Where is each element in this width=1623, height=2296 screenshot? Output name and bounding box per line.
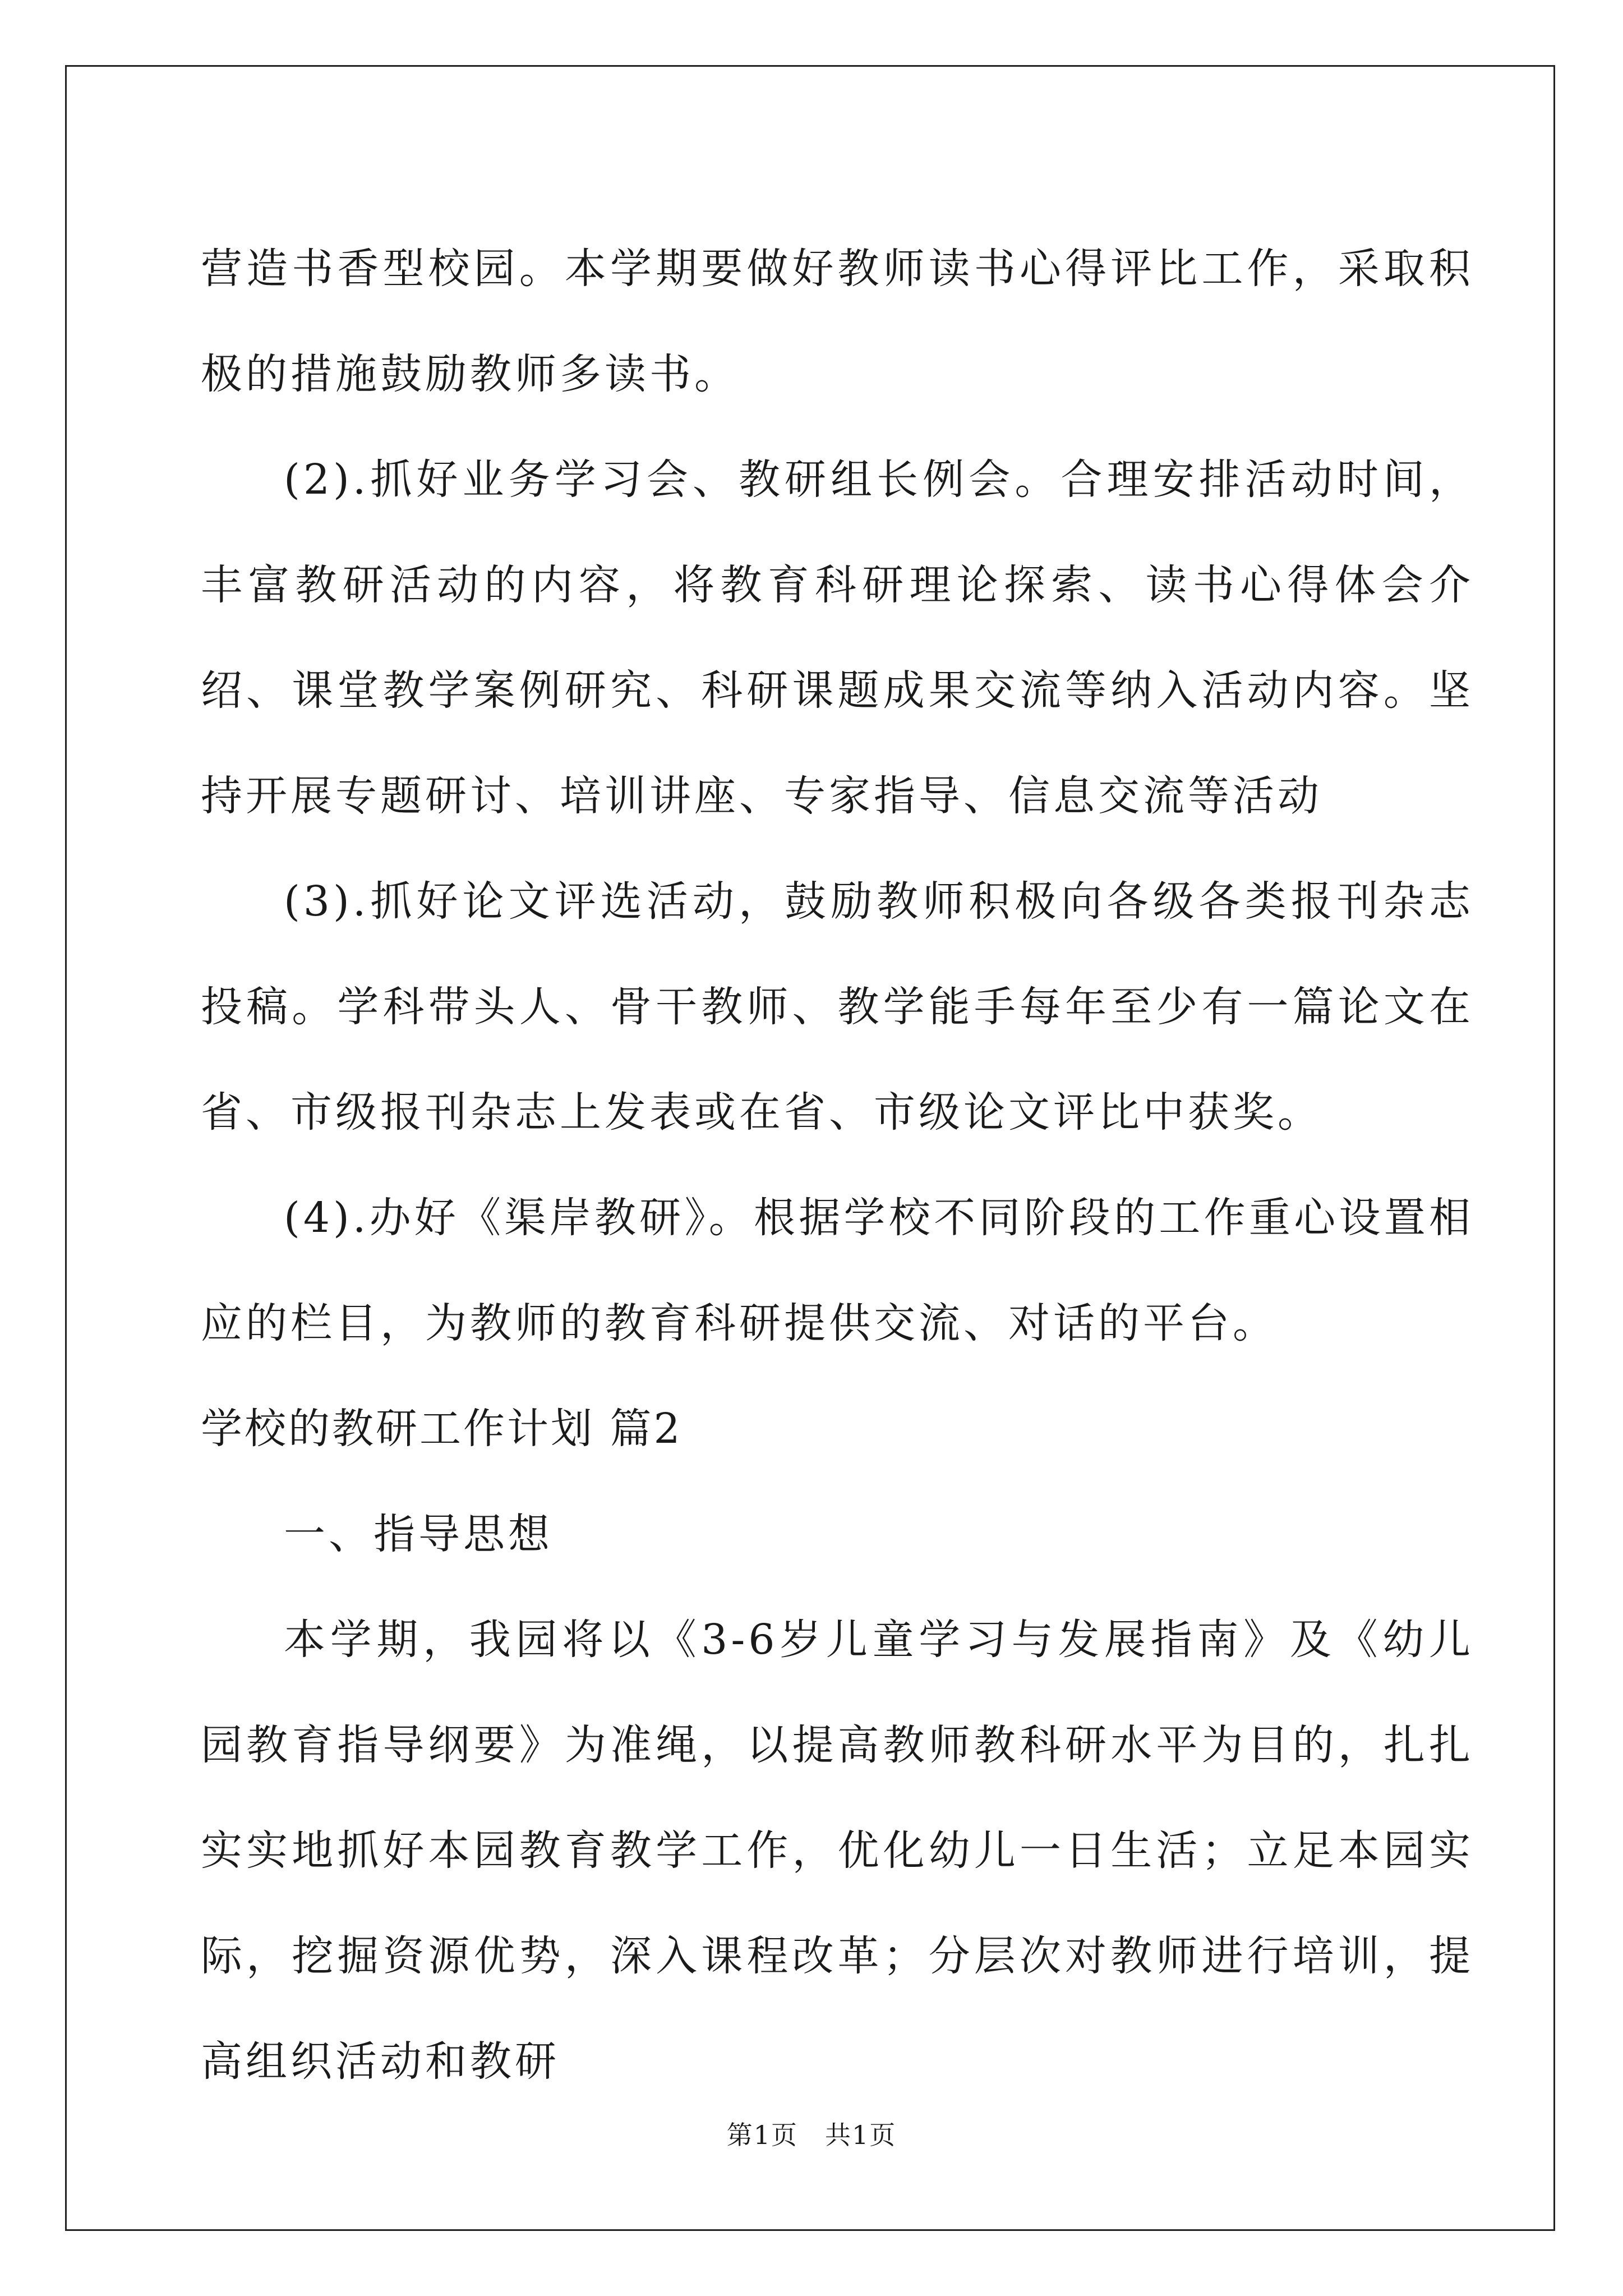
page-number: 第1页 [726, 2120, 798, 2150]
section-title: 学校的教研工作计划 篇2 [201, 1405, 683, 1453]
paragraph-item-4: (4).办好《渠岸教研》。根据学校不同阶段的工作重心设置相应的栏目，为教师的教育科研提供交流、对话的平台。 [201, 1194, 1474, 1347]
paragraph-item-2: (2).抓好业务学习会、教研组长例会。合理安排活动时间，丰富教研活动的内容，将教育科研理论探索、读书心得体会介绍、课堂教学案例研究、科研课题成果交流等纳入活动内容。坚持开展专题研讨、培训讲座、专家指导、信息交流等活动 [201, 455, 1474, 820]
paragraph-item-3: (3).抓好论文评选活动，鼓励教师积极向各级各类报刊杂志投稿。学科带头人、骨干教师、教学能手每年至少有一篇论文在省、市级报刊杂志上发表或在省、市级论文评比中获奖。 [201, 877, 1474, 1137]
document-body [201, 216, 1474, 2114]
paragraph-guiding-thought: 本学期，我园将以《3-6岁儿童学习与发展指南》及《幼儿园教育指导纲要》为准绳，以提高教师教科研水平为目的，扎扎实实地抓好本园教育教学工作，优化幼儿一日生活；立足本园实际，挖掘资源优势，深入课程改革；分层次对教师进行培训，提高组织活动和教研 [201, 1616, 1474, 2086]
paragraph-continuation: 营造书香型校园。本学期要做好教师读书心得评比工作，采取积极的措施鼓励教师多读书。 [201, 245, 1474, 398]
page-total: 共1页 [825, 2120, 897, 2150]
page-footer [0, 2115, 1623, 2152]
subsection-heading: 一、指导思想 [284, 1510, 553, 1558]
